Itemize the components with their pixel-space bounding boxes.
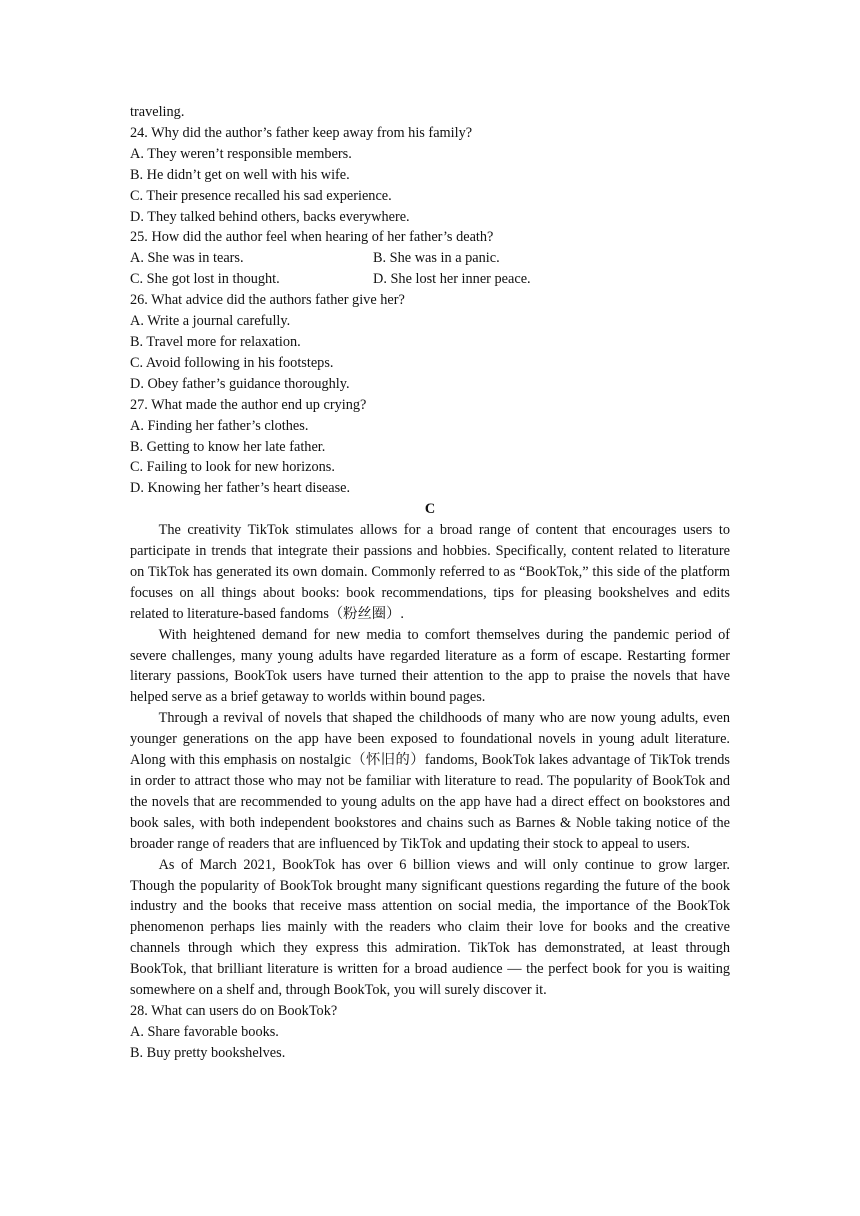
passage-paragraph: The creativity TikTok stimulates allows for a broad range of content that encourages users to participate in trends that integrate their passions and hobbies. Specifically, content related to literature on TikTok has generated its own domain. Commonly referred to as “BookTok,” this side of the platform focuses on all things about books: book recommendations, tips for pleasing bookshelves and edits related to literature-based fandoms（粉丝圈）. <box>130 522 730 622</box>
passage-paragraph: With heightened demand for new media to comfort themselves during the pandemic period of severe challenges, many young adults have regarded literature as a form of escape. Restarting former literary passions, BookTok users have turned their attention to the app to praise the novels that have helped serve as a brief getaway to worlds within bound pages. <box>130 626 730 706</box>
option-c: C. She got lost in thought. <box>130 271 280 288</box>
option-d: D. Knowing her father’s heart disease. <box>130 480 351 497</box>
question-stem: 27. What made the author end up crying? <box>130 396 367 413</box>
question-25 <box>130 227 730 290</box>
option-b: B. Getting to know her late father. <box>130 438 326 455</box>
question-28 <box>130 1001 730 1064</box>
option-a: A. Share favorable books. <box>130 1023 279 1040</box>
question-stem: 28. What can users do on BookTok? <box>130 1002 338 1019</box>
option-c: C. Failing to look for new horizons. <box>130 459 335 476</box>
option-a: A. Finding her father’s clothes. <box>130 417 309 434</box>
option-c: C. Avoid following in his footsteps. <box>130 354 334 371</box>
previous-passage-fragment: traveling. <box>130 104 185 120</box>
question-27 <box>130 395 730 500</box>
option-d: D. Obey father’s guidance thoroughly. <box>130 375 350 392</box>
question-26 <box>130 290 730 395</box>
option-b: B. Buy pretty bookshelves. <box>130 1044 286 1061</box>
question-stem: 26. What advice did the authors father give her? <box>130 292 405 309</box>
passage-c <box>130 520 730 1001</box>
option-a: A. They weren’t responsible members. <box>130 145 352 162</box>
options-row <box>130 248 730 269</box>
section-heading: C <box>424 501 436 518</box>
option-a: A. She was in tears. <box>130 250 244 267</box>
option-d: D. They talked behind others, backs everywhere. <box>130 208 410 225</box>
option-b: B. He didn’t get on well with his wife. <box>130 166 350 183</box>
option-d: D. She lost her inner peace. <box>373 271 531 288</box>
options-row <box>130 269 730 290</box>
question-stem: 25. How did the author feel when hearing of her father’s death? <box>130 229 494 246</box>
question-24 <box>130 123 730 228</box>
option-b: B. Travel more for relaxation. <box>130 333 301 350</box>
option-c: C. Their presence recalled his sad experience. <box>130 187 392 204</box>
document-page <box>130 102 730 1064</box>
option-b: B. She was in a panic. <box>373 250 500 267</box>
option-a: A. Write a journal carefully. <box>130 313 291 330</box>
passage-paragraph: Through a revival of novels that shaped the childhoods of many who are now young adults, even younger generations on the app have been exposed to foundational novels in young adult literature. Along with this emphasis on nostalgic（怀旧的）fandoms, BookTok lakes advantage of TikTok trends in order to attract those who may not be familiar with literature to read. The popularity of BookTok and the novels that are recommended to young adults on the app have had a direct effect on bookstores and book sales, with both independent bookstores and chains such as Barnes & Noble taking notice of the broader range of readers that are influenced by TikTok and updating their stock to appeal to users. <box>130 710 730 852</box>
question-stem: 24. Why did the author’s father keep away from his family? <box>130 124 473 141</box>
passage-paragraph: As of March 2021, BookTok has over 6 billion views and will only continue to grow larger. Though the popularity of BookTok brought many significant questions regarding the future of the book industry and the books that receive mass attention on social media, the importance of the BookTok phenomenon perhaps lies mainly with the readers who claim their love for books and the creative channels through which they express this admiration. TikTok has demonstrated, at least through BookTok, that brilliant literature is written for a broad audience — the perfect book for you is waiting somewhere on a shelf and, through BookTok, you will surely discover it. <box>130 856 730 999</box>
